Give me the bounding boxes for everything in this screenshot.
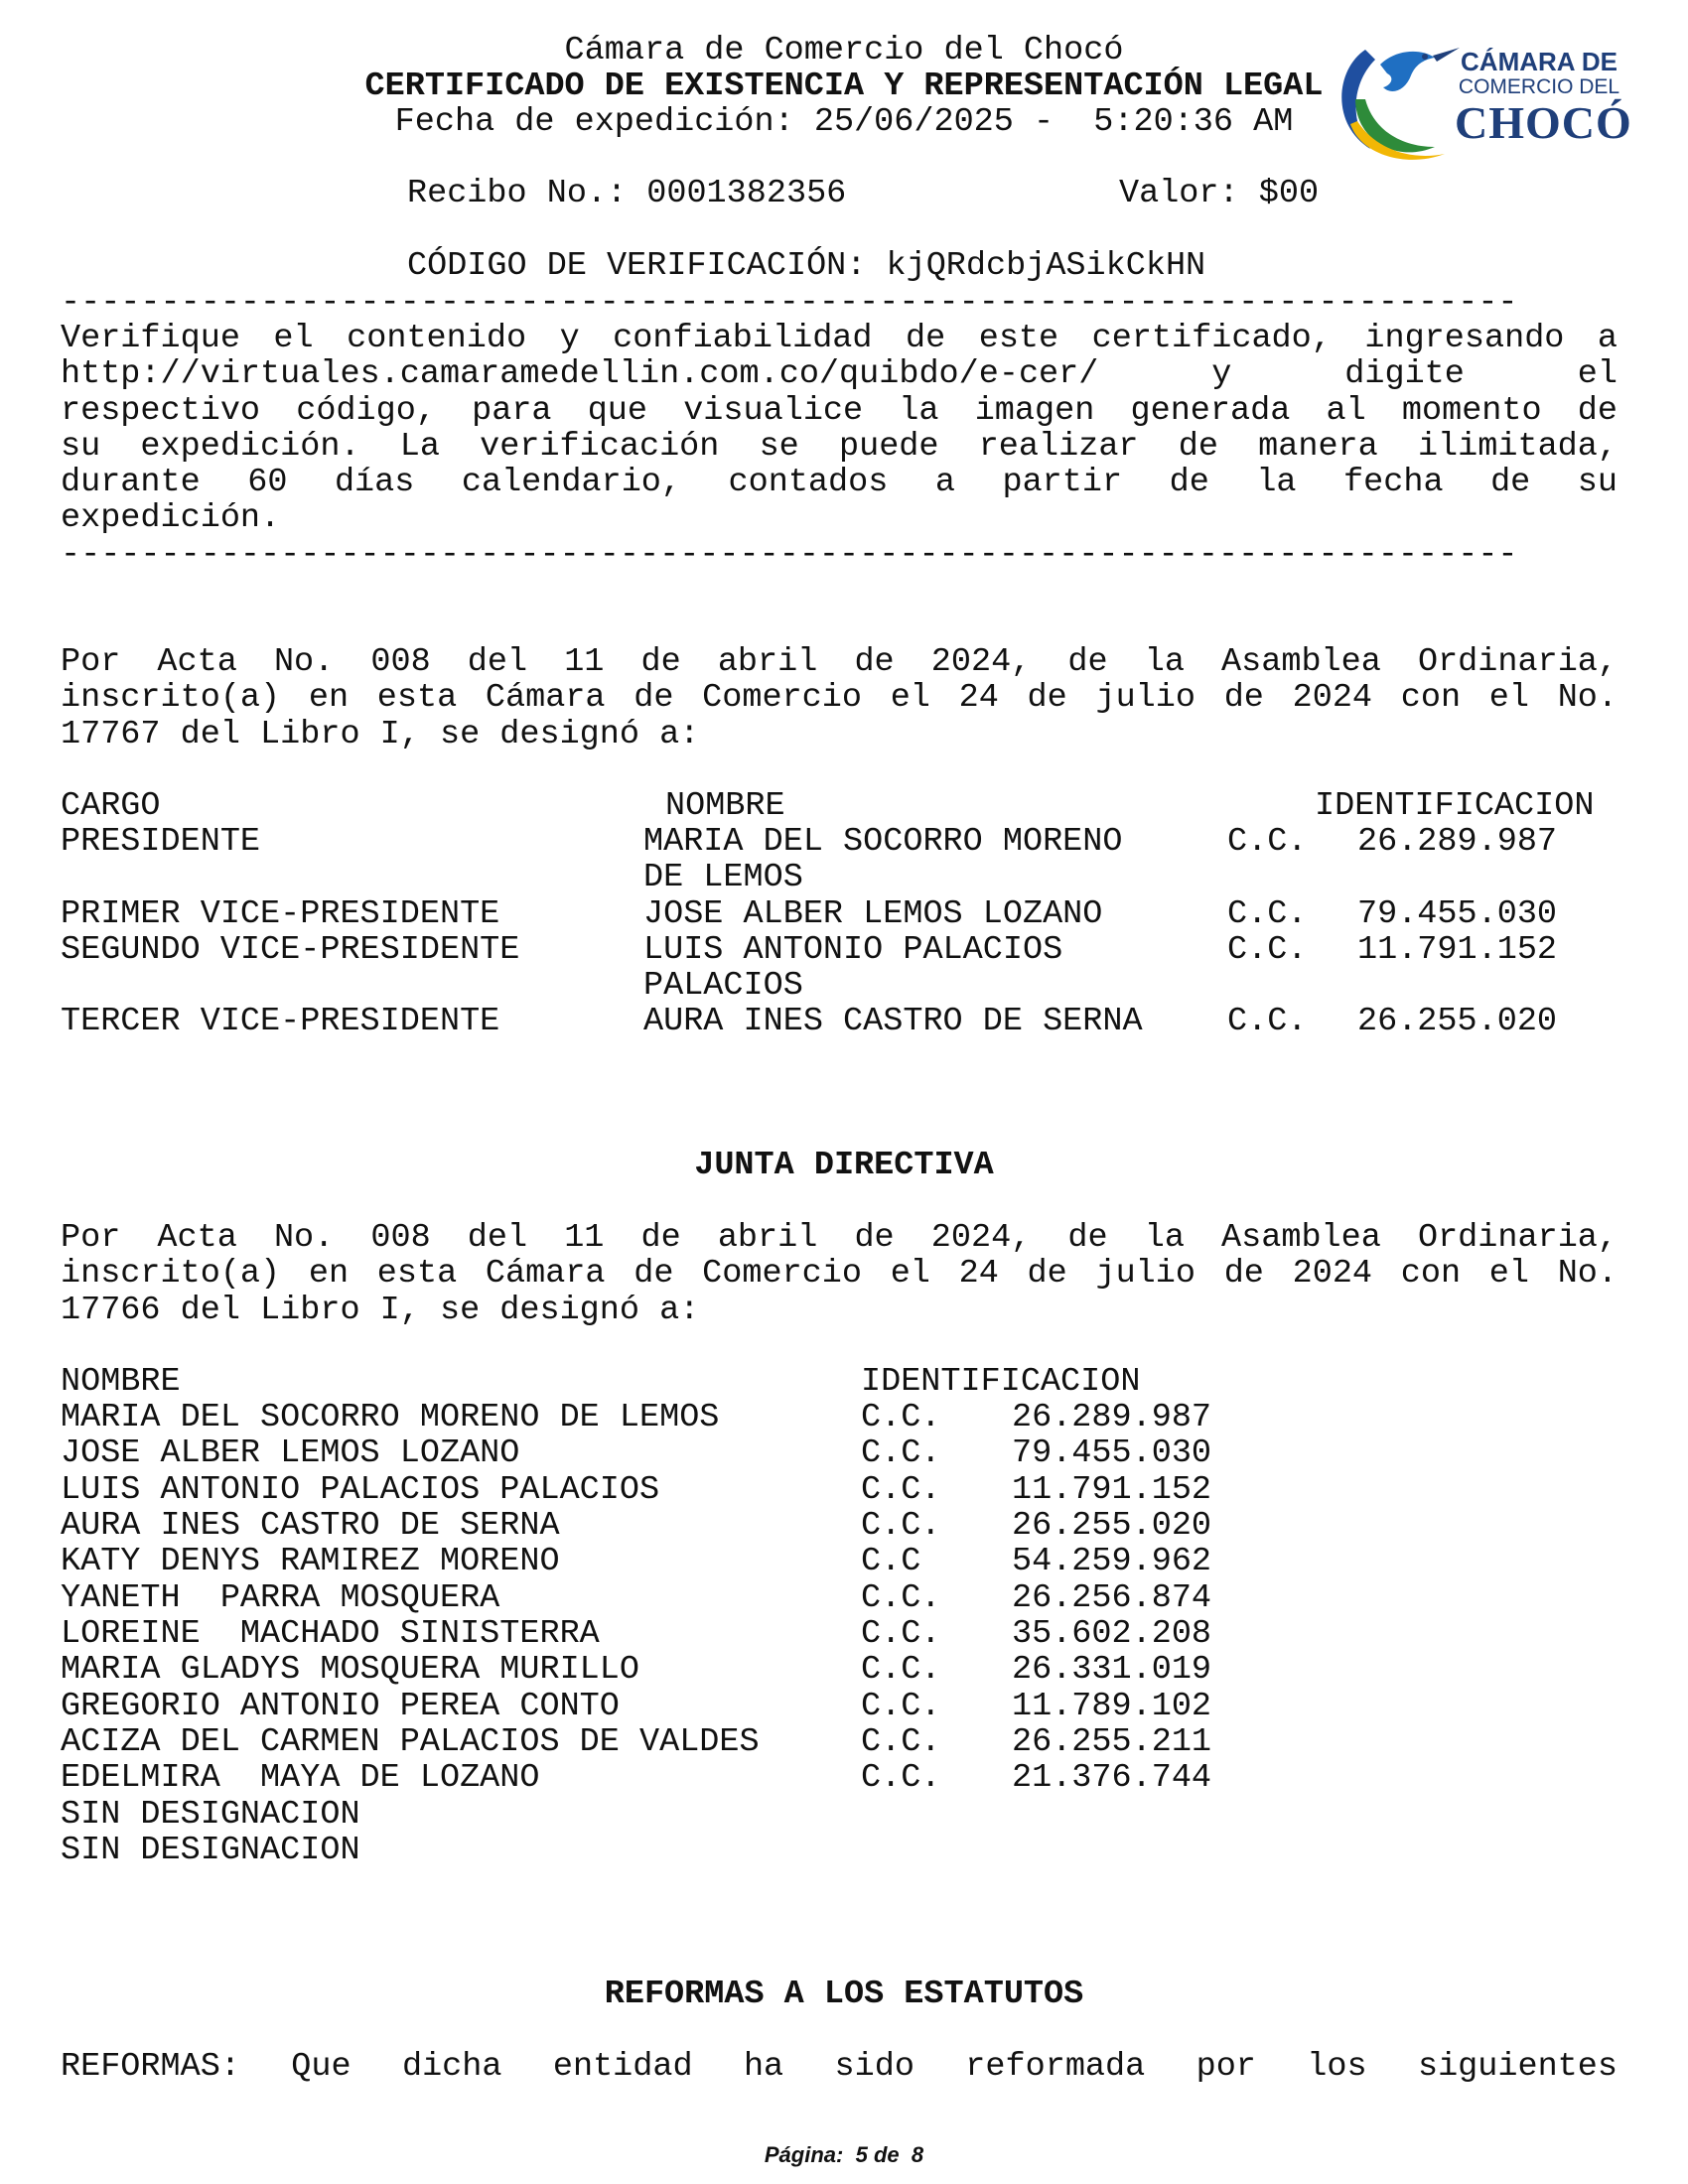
logo-text xyxy=(1455,47,1632,148)
junta-nombre: YANETH PARRA MOSQUERA xyxy=(61,1579,500,1617)
junta-id-number: 11.789.102 xyxy=(1012,1688,1212,1725)
cargo-cell: PRIMER VICE-PRESIDENTE xyxy=(61,895,500,933)
valor xyxy=(1119,176,1319,211)
junta-nombre: LUIS ANTONIO PALACIOS PALACIOS xyxy=(61,1471,660,1509)
id-number-cell: 26.255.020 xyxy=(1357,1003,1558,1040)
logo-line2: COMERCIO DEL xyxy=(1458,75,1620,98)
header-title: CERTIFICADO DE EXISTENCIA Y REPRESENTACIÓN LEGAL xyxy=(364,68,1324,105)
nombre-cell: AURA INES CASTRO DE SERNA xyxy=(643,1003,1143,1040)
codigo-value: kjQRdcbjASikCkHN xyxy=(886,247,1206,285)
junta-id-number: 26.331.019 xyxy=(1012,1651,1212,1689)
footer-of: de xyxy=(873,2142,900,2167)
junta-nombre: AURA INES CASTRO DE SERNA xyxy=(61,1507,560,1545)
junta-id-number: 11.791.152 xyxy=(1012,1471,1212,1509)
junta-id-number: 35.602.208 xyxy=(1012,1615,1212,1653)
col-header-nombre: NOMBRE xyxy=(61,1363,181,1401)
verify-line: http://virtuales.camaramedellin.com.co/quibdo/e-cer/ y digite el xyxy=(61,355,1618,394)
id-type-cell: C.C. xyxy=(1227,931,1308,969)
separator-bottom: ------------------------------------------------------------------------- xyxy=(61,536,1518,574)
junta-nombre: EDELMIRA MAYA DE LOZANO xyxy=(61,1759,540,1797)
junta-id-type: C.C. xyxy=(861,1399,941,1436)
cargo-cell: PRESIDENTE xyxy=(61,823,261,861)
junta-id-type: C.C. xyxy=(861,1759,941,1797)
junta-line: Por Acta No. 008 del 11 de abril de 2024, de la Asamblea Ordinaria, xyxy=(61,1219,1618,1257)
acta1-line: 17767 del Libro I, se designó a: xyxy=(61,715,700,753)
junta-id-type: C.C. xyxy=(861,1651,941,1689)
nombre-cell-cont: PALACIOS xyxy=(643,967,803,1005)
junta-nombre: MARIA DEL SOCORRO MORENO DE LEMOS xyxy=(61,1399,720,1436)
recibo-value: 0001382356 xyxy=(646,175,847,212)
footer-label: Página: xyxy=(764,2142,844,2167)
codigo-verificacion xyxy=(407,248,1205,284)
verify-line: durante 60 días calendario, contados a partir de la fecha de su xyxy=(61,464,1618,502)
separator-top: ------------------------------------------------------------------------- xyxy=(61,284,1518,322)
acta1-line: Por Acta No. 008 del 11 de abril de 2024, de la Asamblea Ordinaria, xyxy=(61,643,1618,681)
id-type-cell: C.C. xyxy=(1227,1003,1308,1040)
page-footer xyxy=(0,2142,1688,2168)
camara-logo xyxy=(1326,30,1632,169)
junta-nombre: ACIZA DEL CARMEN PALACIOS DE VALDES xyxy=(61,1723,760,1761)
verify-line: Verifique el contenido y confiabilidad de este certificado, ingresando a xyxy=(61,320,1618,357)
nombre-cell: MARIA DEL SOCORRO MORENO xyxy=(643,823,1123,861)
junta-heading: JUNTA DIRECTIVA xyxy=(694,1147,994,1184)
acta1-paragraph xyxy=(61,644,1618,752)
junta-nombre: SIN DESIGNACION xyxy=(61,1796,360,1834)
logo-line1: CÁMARA DE xyxy=(1461,47,1618,76)
junta-line: inscrito(a) en esta Cámara de Comercio el 24 de julio de 2024 con el No. xyxy=(61,1255,1618,1294)
junta-id-number: 26.255.211 xyxy=(1012,1723,1212,1761)
footer-page: 5 xyxy=(855,2142,868,2167)
col-header-identificacion: IDENTIFICACION xyxy=(861,1363,1141,1401)
junta-nombre: JOSE ALBER LEMOS LOZANO xyxy=(61,1434,520,1472)
logo-line3: CHOCÓ xyxy=(1455,97,1632,148)
junta-id-type: C.C. xyxy=(861,1507,941,1545)
col-header-nombre: NOMBRE xyxy=(665,787,785,825)
nombre-cell-cont: DE LEMOS xyxy=(643,859,803,896)
col-header-identificacion: IDENTIFICACION xyxy=(1315,787,1595,825)
junta-line: 17766 del Libro I, se designó a: xyxy=(61,1291,700,1329)
fecha-value: 25/06/2025 - 5:20:36 AM xyxy=(813,103,1294,141)
hummingbird-logo-icon xyxy=(1326,30,1465,169)
recibo xyxy=(407,176,846,211)
junta-nombre: MARIA GLADYS MOSQUERA MURILLO xyxy=(61,1651,639,1689)
junta-nombre: SIN DESIGNACION xyxy=(61,1832,360,1869)
header-org: Cámara de Comercio del Chocó xyxy=(564,32,1124,69)
codigo-label: CÓDIGO DE VERIFICACIÓN: xyxy=(407,247,867,285)
reformas-heading: REFORMAS A LOS ESTATUTOS xyxy=(604,1976,1084,2013)
cargo-cell: TERCER VICE-PRESIDENTE xyxy=(61,1003,500,1040)
junta-id-type: C.C. xyxy=(861,1434,941,1472)
junta-id-type: C.C xyxy=(861,1543,921,1580)
id-type-cell: C.C. xyxy=(1227,895,1308,933)
junta-id-number: 54.259.962 xyxy=(1012,1543,1212,1580)
junta-id-number: 21.376.744 xyxy=(1012,1759,1212,1797)
junta-id-type: C.C. xyxy=(861,1471,941,1509)
col-header-cargo: CARGO xyxy=(61,787,161,825)
nombre-cell: JOSE ALBER LEMOS LOZANO xyxy=(643,895,1103,933)
junta-id-type: C.C. xyxy=(861,1579,941,1617)
junta-paragraph xyxy=(61,1220,1618,1328)
verify-line: su expedición. La verificación se puede realizar de manera ilimitada, xyxy=(61,427,1618,466)
junta-id-type: C.C. xyxy=(861,1723,941,1761)
id-number-cell: 11.791.152 xyxy=(1357,931,1558,969)
junta-id-number: 26.289.987 xyxy=(1012,1399,1212,1436)
junta-id-number: 26.256.874 xyxy=(1012,1579,1212,1617)
cargo-cell: SEGUNDO VICE-PRESIDENTE xyxy=(61,931,520,969)
junta-id-type: C.C. xyxy=(861,1688,941,1725)
footer-total: 8 xyxy=(911,2142,924,2167)
fecha-label: Fecha de expedición: xyxy=(394,103,794,141)
junta-nombre: GREGORIO ANTONIO PEREA CONTO xyxy=(61,1688,620,1725)
id-type-cell: C.C. xyxy=(1227,823,1308,861)
nombre-cell: LUIS ANTONIO PALACIOS xyxy=(643,931,1063,969)
verify-line: respectivo código, para que visualice la imagen generada al momento de xyxy=(61,391,1618,430)
valor-value: $00 xyxy=(1258,175,1320,212)
verification-paragraph xyxy=(61,321,1618,537)
junta-id-number: 26.255.020 xyxy=(1012,1507,1212,1545)
recibo-label: Recibo No.: xyxy=(407,175,628,212)
acta1-line: inscrito(a) en esta Cámara de Comercio el 24 de julio de 2024 con el No. xyxy=(61,679,1618,718)
valor-label: Valor: xyxy=(1119,175,1239,212)
junta-id-number: 79.455.030 xyxy=(1012,1434,1212,1472)
id-number-cell: 26.289.987 xyxy=(1357,823,1558,861)
id-number-cell: 79.455.030 xyxy=(1357,895,1558,933)
junta-id-type: C.C. xyxy=(861,1615,941,1653)
junta-nombre: KATY DENYS RAMIREZ MORENO xyxy=(61,1543,560,1580)
verify-line: expedición. xyxy=(61,499,281,538)
reformas-line: REFORMAS: Que dicha entidad ha sido reformada por los siguientes xyxy=(61,2048,1618,2086)
junta-nombre: LOREINE MACHADO SINISTERRA xyxy=(61,1615,600,1653)
